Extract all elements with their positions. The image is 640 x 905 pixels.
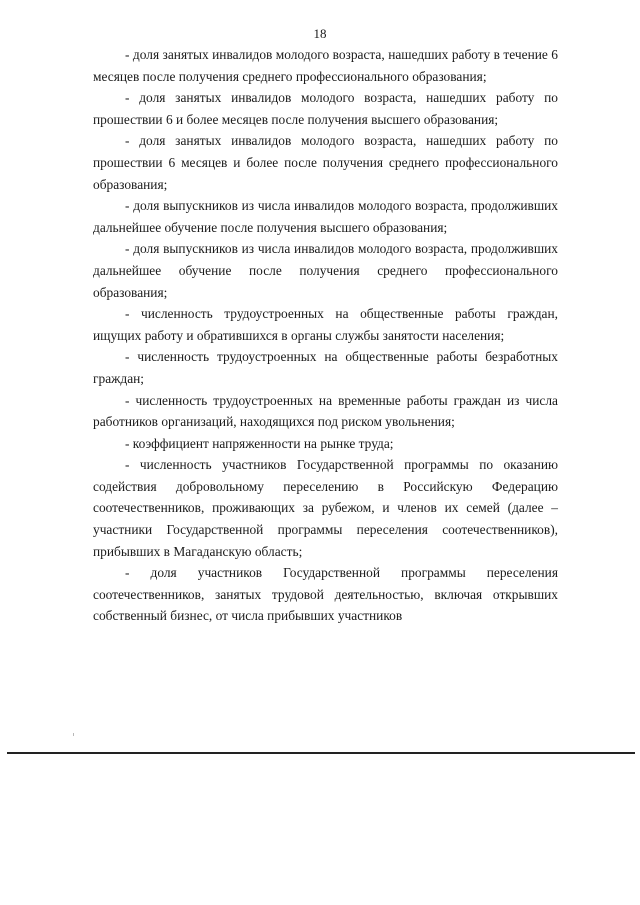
scan-speck bbox=[73, 733, 74, 736]
paragraph: - численность трудоустроенных на общественные работы безработных граждан; bbox=[93, 349, 558, 386]
paragraph: - доля занятых инвалидов молодого возраста, нашедших работу по прошествии 6 месяцев и более после получения среднего профессионального образования; bbox=[93, 133, 558, 192]
paragraph: - численность трудоустроенных на временные работы граждан из числа работников организаций, находящихся под риском увольнения; bbox=[93, 392, 558, 430]
document-body bbox=[93, 44, 558, 627]
paragraph: - доля занятых инвалидов молодого возраста, нашедших работу по прошествии 6 и более месяцев после получения высшего образования; bbox=[93, 90, 558, 127]
paragraph: - доля выпускников из числа инвалидов молодого возраста, продолживших дальнейшее обучение после получения высшего образования; bbox=[93, 198, 558, 235]
scan-edge-line bbox=[7, 752, 635, 754]
paragraph: - численность участников Государственной программы по оказанию содействия добровольному переселению в Российскую Федерацию соотечественников, проживающих за рубежом, и членов их семей (далее – участники Государственной программы переселения соотечественников), прибывших в Магаданскую область; bbox=[93, 457, 558, 559]
paragraph: - доля участников Государственной программы переселения соотечественников, занятых трудовой деятельностью, включая открывших собственный бизнес, от числа прибывших участников bbox=[93, 565, 558, 624]
paragraph: - коэффициент напряженности на рынке труда; bbox=[125, 435, 394, 451]
paragraph: - доля занятых инвалидов молодого возраста, нашедших работу в течение 6 месяцев после получения среднего профессионального образования; bbox=[93, 47, 558, 84]
paragraph: - численность трудоустроенных на общественные работы граждан, ищущих работу и обратившихся в органы службы занятости населения; bbox=[93, 306, 558, 343]
page-number: 18 bbox=[313, 26, 327, 41]
paragraph: - доля выпускников из числа инвалидов молодого возраста, продолживших дальнейшее обучение после получения среднего профессионального образования; bbox=[93, 241, 558, 300]
